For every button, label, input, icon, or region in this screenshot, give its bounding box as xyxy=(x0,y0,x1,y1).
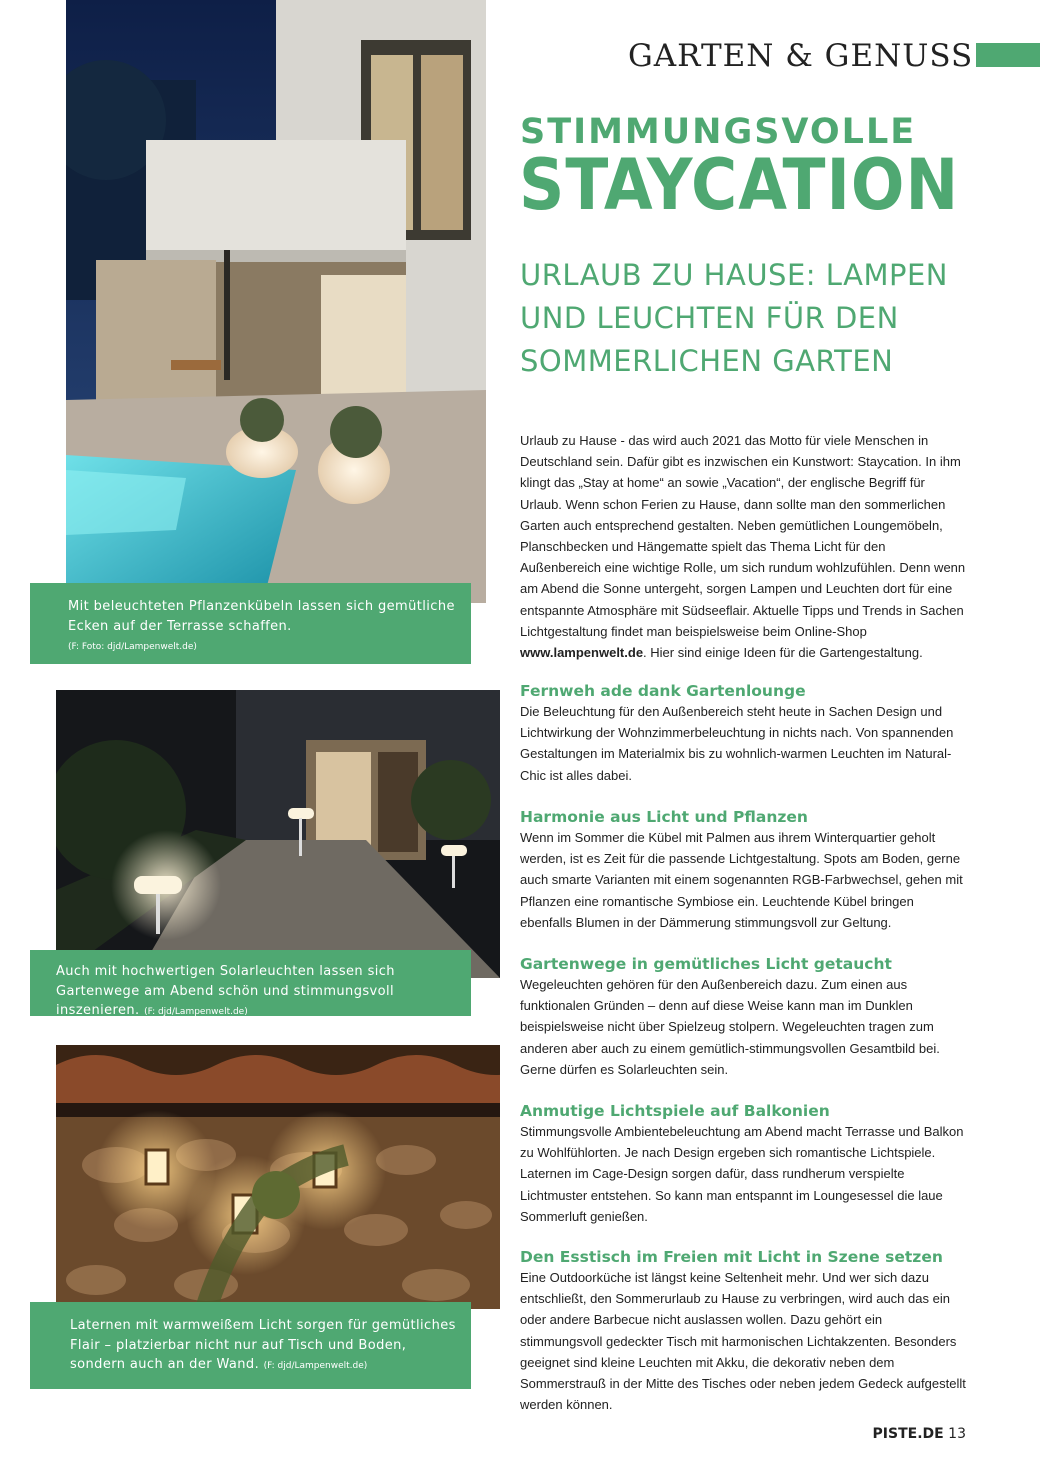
section-heading: Den Esstisch im Freien mit Licht in Szene setzen xyxy=(520,1248,943,1266)
section-text: Eine Outdoorküche ist längst keine Seltenheit mehr. Und wer sich dazu entschließt, den Sommerurlaub zu Hause zu verbringen, wird auch das ein oder andere Barbecue nicht auslassen wollen. Dazu gehört ein stimmungsvoll gedeckter Tisch mit harmonischen Lichtakzenten. Besonders geeignet sind kleine Leuchten mit Akku, die dekorativ neben dem Sommerstrauß in der Mitte des Tisches oder neben jedem Gedeck aufgestellt werden können. xyxy=(520,1270,966,1413)
section-heading: Fernweh ade dank Gartenlounge xyxy=(520,682,806,700)
photo-stone-wall-lanterns xyxy=(56,1045,500,1309)
section-heading: Anmutige Lichtspiele auf Balkonien xyxy=(520,1102,830,1120)
section-esstisch xyxy=(520,1247,968,1415)
section-accent-bar xyxy=(976,43,1040,67)
caption-2-credit: (F: djd/Lampenwelt.de) xyxy=(144,1007,248,1017)
intro-link[interactable]: www.lampenwelt.de xyxy=(520,645,644,661)
article-intro xyxy=(520,430,968,663)
section-gartenlounge xyxy=(520,681,968,786)
section-text: Wegeleuchten gehören für den Außenbereich dazu. Zum einen aus funktionalen Gründen – denn auf diese Weise kann man im Dunklen beispielsweise nicht über Spielzeug stolpern. Wegeleuchten tragen zum anderen aber auch zu einem gemütlich-stimmungsvollen Gesamtbild bei. Gerne dürfen es Solarleuchten sein. xyxy=(520,977,940,1077)
section-text: Stimmungsvolle Ambientebeleuchtung am Abend macht Terrasse und Balkon zu Wohlfühlorten. Je nach Design ergeben sich romantische Lichtspiele. Laternen im Cage-Design sorgen dafür, dass rundherum verspielte Lichtmuster entstehen. So kann man entspannt im Loungesessel die laue Sommerluft genießen. xyxy=(520,1124,964,1224)
caption-3-text: Laternen mit warmweißem Licht sorgen für gemütliches Flair – platzierbar nicht nur auf Tisch und Boden, sondern auch an der Wand. xyxy=(70,1318,456,1372)
caption-box-2 xyxy=(30,950,471,1016)
page-number: 13 xyxy=(948,1426,966,1442)
photo-villa-pool xyxy=(66,0,486,603)
article-subhead: URLAUB ZU HAUSE: LAMPEN UND LEUCHTEN FÜR DEN SOMMERLICHEN GARTEN xyxy=(520,258,948,378)
article-kicker: STIMMUNGSVOLLE xyxy=(520,112,917,152)
footer-brand: PISTE.DE xyxy=(872,1426,944,1442)
intro-tail: . Hier sind einige Ideen für die Gartengestaltung. xyxy=(643,645,923,661)
section-balkonien xyxy=(520,1101,968,1227)
page-footer xyxy=(873,1426,966,1442)
section-text: Wenn im Sommer die Kübel mit Palmen aus ihrem Winterquartier geholt werden, ist es Zeit für die passende Lichtgestaltung. Spots am Boden, gerne auch smarte Varianten mit einem sogenannten RGB-Farbwechsel, gehen mit Pflanzen eine romantische Symbiose ein. Leuchtende Kübel bringen ebenfalls Blumen in der Dämmerung stimmungsvoll zur Geltung. xyxy=(520,830,963,930)
section-heading: Gartenwege in gemütliches Licht getaucht xyxy=(520,955,892,973)
section-title: GARTEN & GENUSS xyxy=(628,38,974,74)
caption-box-1 xyxy=(30,583,471,664)
section-licht-pflanzen xyxy=(520,807,968,933)
intro-text: Urlaub zu Hause - das wird auch 2021 das Motto für viele Menschen in Deutschland sein. Dafür gibt es inzwischen ein Kunstwort: Staycation. In ihm klingt das „Stay at home“ an sowie „Vacation“, der englische Begriff für Urlaub. Wenn schon Ferien zu Hause, dann sollte man den sommerlichen Garten auch entsprechend gestalten. Neben gemütlichen Loungemöbeln, Planschbecken und Hängematte spielt das Thema Licht für den Außenbereich eine wichtige Rolle, um sich rundum wohlzufühlen. Denn wenn am Abend die Sonne untergeht, sorgen Lampen und Leuchten dort für eine entspannte Atmosphäre mit Südseeflair. Aktuelle Tipps und Trends in Sachen Lichtgestaltung findet man beispielsweise beim Online-Shop xyxy=(520,433,966,639)
caption-1-text: Mit beleuchteten Pflanzenkübeln lassen sich gemütliche Ecken auf der Terrasse schaffen. xyxy=(68,599,455,634)
caption-box-3 xyxy=(30,1302,471,1389)
caption-1-credit: (F: Foto: djd/Lampenwelt.de) xyxy=(68,642,197,652)
caption-3-credit: (F: djd/Lampenwelt.de) xyxy=(263,1361,368,1371)
section-heading: Harmonie aus Licht und Pflanzen xyxy=(520,808,808,826)
section-gartenwege xyxy=(520,954,968,1080)
section-text: Die Beleuchtung für den Außenbereich steht heute in Sachen Design und Lichtwirkung der Wohnzimmerbeleuchtung in nichts nach. Von spannenden Gestaltungen im Materialmix bis zu wohnlich-warmen Leuchten im Natural-Chic ist alles dabei. xyxy=(520,704,954,783)
caption-2-text: Auch mit hochwertigen Solarleuchten lassen sich Gartenwege am Abend schön und stimmungsvoll inszenieren. xyxy=(56,964,395,1018)
photo-garden-path xyxy=(56,690,500,978)
article-headline: STAYCATION xyxy=(519,144,960,226)
